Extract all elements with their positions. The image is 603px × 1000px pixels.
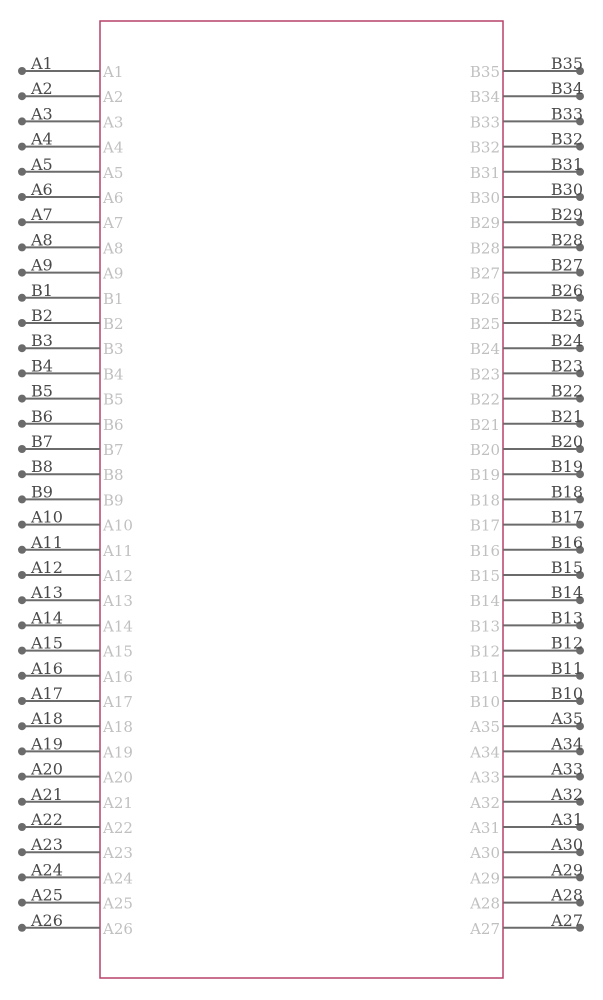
pin-number: B19 [550, 457, 583, 477]
pin-endpoint-dot [18, 243, 26, 251]
pin-number: B35 [550, 54, 583, 73]
pin-number: B11 [550, 658, 583, 678]
pin-name: B28 [469, 239, 500, 258]
pin-number: B20 [550, 432, 583, 451]
pin-name: B25 [469, 315, 500, 333]
pin-number: B8 [31, 457, 53, 477]
pin-name: B3 [103, 340, 124, 359]
pin-name: B7 [103, 441, 124, 459]
pin-name: A3 [103, 113, 124, 132]
pin-number: B3 [31, 331, 53, 351]
pin-endpoint-dot [18, 823, 26, 831]
pin-number: B18 [550, 482, 583, 502]
pin-name: B34 [469, 88, 500, 107]
pin-name: B20 [469, 441, 500, 459]
pin-endpoint-dot [18, 899, 26, 907]
pin-name: A17 [103, 693, 133, 711]
pin-name: B11 [469, 667, 500, 686]
pin-name: A11 [103, 541, 133, 560]
pin-number: A30 [551, 835, 583, 855]
pin-name: B13 [469, 617, 500, 636]
pin-endpoint-dot [18, 722, 26, 730]
pin-endpoint-dot [18, 344, 26, 352]
pin-number: B32 [550, 129, 583, 149]
component-body [100, 21, 503, 978]
pin-name: B26 [469, 289, 500, 308]
pin-name: A25 [103, 894, 133, 913]
pin-name: B5 [103, 390, 124, 409]
pin-number: A19 [31, 734, 63, 754]
pin-endpoint-dot [18, 143, 26, 151]
pin-number: A25 [31, 885, 63, 905]
pin-name: B32 [469, 138, 500, 157]
pin-number: B6 [31, 406, 53, 426]
pin-number: A18 [31, 709, 63, 729]
pin-name: A21 [103, 793, 133, 812]
pin-name: A29 [470, 869, 500, 888]
pin-endpoint-dot [18, 924, 26, 932]
pin-number: B21 [550, 406, 583, 426]
pin-name: B23 [469, 365, 500, 384]
pin-name: B35 [469, 63, 500, 81]
pin-name: B17 [469, 516, 500, 535]
pin-name: A4 [103, 138, 124, 157]
pin-number: B2 [31, 306, 53, 325]
pin-number: A22 [31, 810, 63, 829]
pin-number: B23 [550, 356, 583, 376]
pin-number: B14 [550, 583, 583, 603]
pin-number: A8 [31, 230, 53, 250]
pin-name: A33 [470, 768, 500, 787]
pin-name: B19 [469, 466, 500, 485]
pin-name: B27 [469, 264, 500, 283]
pin-name: A34 [470, 743, 500, 762]
pin-endpoint-dot [18, 672, 26, 680]
pin-endpoint-dot [18, 445, 26, 453]
pin-number: B29 [550, 205, 583, 225]
pin-endpoint-dot [18, 596, 26, 604]
pin-number: A13 [31, 583, 63, 603]
pin-number: A23 [31, 835, 63, 855]
pin-number: B15 [550, 558, 583, 577]
pin-number: A7 [31, 205, 53, 225]
pin-name: A30 [470, 844, 500, 863]
pin-name: A10 [103, 516, 133, 535]
pin-number: B4 [31, 356, 53, 376]
pin-number: A29 [551, 860, 583, 880]
pin-endpoint-dot [18, 495, 26, 503]
pin-name: B10 [469, 693, 500, 711]
pin-name: A7 [103, 214, 124, 233]
pin-name: B1 [103, 289, 124, 308]
pin-name: A8 [103, 239, 124, 258]
pin-endpoint-dot [18, 319, 26, 327]
pin-number: B5 [31, 381, 53, 401]
pin-name: A15 [103, 642, 133, 661]
pin-name: B22 [469, 390, 500, 409]
pin-name: A28 [470, 894, 500, 913]
pin-name: B4 [103, 365, 124, 384]
pin-number: B16 [550, 532, 583, 552]
pin-endpoint-dot [18, 218, 26, 226]
pin-name: B15 [469, 567, 500, 585]
pin-number: A28 [551, 885, 583, 905]
pin-name: A14 [103, 617, 133, 636]
pin-name: A1 [103, 63, 124, 81]
pin-name: A26 [103, 919, 133, 938]
pin-number: B1 [31, 280, 53, 300]
pin-number: A14 [31, 608, 63, 628]
pin-number: B7 [31, 432, 53, 451]
pin-number: A35 [551, 709, 583, 729]
pin-number: A21 [31, 784, 63, 804]
pin-number: A5 [31, 154, 53, 174]
pin-number: A33 [551, 759, 583, 779]
pin-name: A23 [103, 844, 133, 863]
pin-name: B14 [469, 592, 500, 611]
pin-name: B33 [469, 113, 500, 132]
pin-number: B25 [550, 306, 583, 325]
pin-number: A15 [31, 633, 63, 653]
pin-name: B21 [469, 415, 500, 434]
pin-number: B24 [550, 331, 583, 351]
pin-endpoint-dot [18, 67, 26, 75]
pin-name: B18 [469, 491, 500, 510]
pin-name: B9 [103, 491, 124, 510]
pin-number: B26 [550, 280, 583, 300]
pin-number: A1 [31, 54, 53, 73]
pin-endpoint-dot [18, 420, 26, 428]
pin-endpoint-dot [18, 92, 26, 100]
pin-name: A6 [103, 189, 124, 207]
pin-number: B12 [550, 633, 583, 653]
pin-name: A24 [103, 869, 133, 888]
pin-endpoint-dot [18, 873, 26, 881]
pin-name: A2 [103, 88, 124, 107]
pin-name: B16 [469, 541, 500, 560]
pin-endpoint-dot [18, 168, 26, 176]
pin-name: A35 [470, 718, 500, 737]
pin-number: A16 [31, 658, 63, 678]
pin-number: B31 [550, 154, 583, 174]
pin-number: A2 [31, 79, 53, 99]
pin-endpoint-dot [18, 521, 26, 529]
pin-number: B27 [550, 255, 583, 275]
pin-number: A3 [31, 104, 53, 124]
pin-endpoint-dot [18, 117, 26, 125]
pin-name: B8 [103, 466, 124, 485]
pin-name: B31 [469, 163, 500, 182]
pin-name: B2 [103, 315, 124, 333]
pin-number: A9 [31, 255, 53, 275]
pin-name: A9 [103, 264, 124, 283]
pin-endpoint-dot [18, 848, 26, 856]
pin-number: B13 [550, 608, 583, 628]
pin-endpoint-dot [18, 546, 26, 554]
pin-name: B12 [469, 642, 500, 661]
pin-number: B28 [550, 230, 583, 250]
pin-name: A16 [103, 667, 133, 686]
pin-endpoint-dot [18, 773, 26, 781]
pin-name: A22 [103, 819, 133, 837]
pin-endpoint-dot [18, 621, 26, 629]
pin-number: B22 [550, 381, 583, 401]
pin-number: A26 [31, 910, 63, 930]
pin-number: A20 [31, 759, 63, 779]
pin-endpoint-dot [18, 269, 26, 277]
pin-number: A11 [31, 532, 63, 552]
pin-endpoint-dot [18, 193, 26, 201]
pin-endpoint-dot [18, 294, 26, 302]
pin-name: A12 [103, 567, 133, 585]
pin-name: A27 [470, 919, 500, 938]
pin-name: B6 [103, 415, 124, 434]
pin-name: B29 [469, 214, 500, 233]
pin-endpoint-dot [18, 697, 26, 705]
pin-endpoint-dot [18, 470, 26, 478]
pin-name: A13 [103, 592, 133, 611]
pin-name: A19 [103, 743, 133, 762]
pin-number: B30 [550, 180, 583, 199]
pin-name: B30 [469, 189, 500, 207]
pin-name: A18 [103, 718, 133, 737]
pin-number: A27 [551, 910, 583, 930]
pin-name: A20 [103, 768, 133, 787]
pin-number: A31 [551, 810, 583, 829]
pin-number: A34 [551, 734, 583, 754]
pin-endpoint-dot [18, 747, 26, 755]
pin-number: A6 [31, 180, 53, 199]
pin-number: B9 [31, 482, 53, 502]
pin-name: A5 [103, 163, 124, 182]
pin-endpoint-dot [18, 647, 26, 655]
pin-number: A17 [31, 684, 63, 703]
pin-number: B10 [550, 684, 583, 703]
pin-number: A12 [31, 558, 63, 577]
pin-number: A10 [31, 507, 63, 527]
pin-number: A4 [31, 129, 53, 149]
pin-endpoint-dot [18, 798, 26, 806]
pin-name: B24 [469, 340, 500, 359]
pin-name: A31 [470, 819, 500, 837]
pin-endpoint-dot [18, 395, 26, 403]
pin-number: B34 [550, 79, 583, 99]
pin-endpoint-dot [18, 369, 26, 377]
pin-number: B33 [550, 104, 583, 124]
pin-number: A24 [31, 860, 63, 880]
pin-endpoint-dot [18, 571, 26, 579]
pin-number: B17 [550, 507, 583, 527]
pin-name: A32 [470, 793, 500, 812]
pin-number: A32 [551, 784, 583, 804]
